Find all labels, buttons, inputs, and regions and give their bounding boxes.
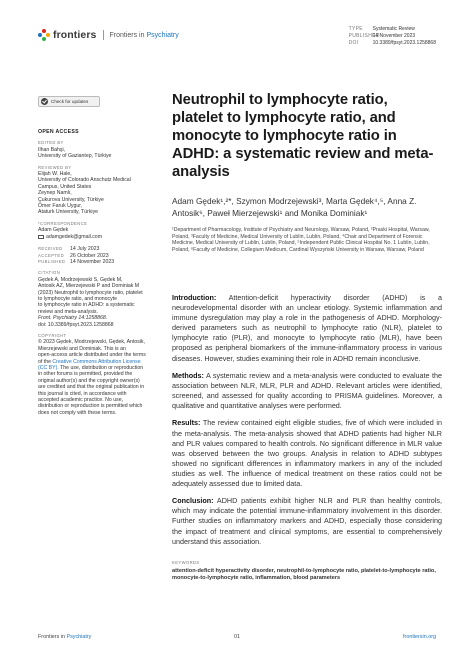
article-title: Neutrophil to lymphocyte ratio, platelet to lymphocyte ratio, and monocyte to lymphocyte ratio in ADHD: a systematic review and meta-analysis <box>172 92 434 180</box>
article-meta <box>349 26 436 48</box>
check-updates-label: Check for updates <box>51 99 89 104</box>
meta-key: TYPE <box>348 26 363 32</box>
abstract-section-label: Conclusion: <box>172 496 214 506</box>
logo-dot-green <box>42 37 46 41</box>
edited-by-label: EDITED BY <box>38 140 64 146</box>
footer-journal-prefix: Frontiers in <box>38 634 65 640</box>
keywords-label: KEYWORDS <box>172 560 200 565</box>
affiliations: ¹Department of Pharmacology, Institute of Psychiatry and Neurology, Warsaw, Poland, ²Praski Hospital, Warsaw, Poland, ³Faculty of Medicine, Medical University of Lublin, Lublin, Poland, ⁴Chair and Department of Forensic Medicine, Medical University of Lublin, Lublin, Poland, ⁵Independent Public Clinical Hospital No. 1 Lublin, Lublin, Poland, ⁶Faculty of Medicine, Collegium Medicum, Cardinal Wyszyński University in Warsaw, Warsaw, Poland <box>172 227 430 253</box>
citation-label: CITATION <box>38 270 61 276</box>
copyright-line: does not comply with these terms. <box>38 409 117 416</box>
date-key: PUBLISHED <box>38 258 66 264</box>
meta-value: Systematic Review <box>372 26 415 32</box>
meta-key: PUBLISHED <box>348 33 380 40</box>
page-number: 01 <box>234 634 240 640</box>
meta-type <box>349 26 436 33</box>
reviewer-line: Campus, United States <box>38 183 92 190</box>
date-key: ACCEPTED <box>38 252 65 258</box>
reviewed-by-label: REVIEWED BY <box>38 164 72 170</box>
meta-key: DOI <box>348 40 359 47</box>
frontiers-logo-icon <box>38 29 50 41</box>
abstract-section-text: ADHD patients exhibit higher NLR and PLR than healthy controls, which may indicate the potential immune-inflammatory involvement in this disorder. Further studies on inflammatory markers and ADHD, especially those considering the impact of treatment and clinical symptoms, are essential to comprehensively understand this association. <box>172 496 442 546</box>
meta-value[interactable]: 10.3389/fpsyt.2023.1258868 <box>372 40 436 47</box>
page-footer <box>38 634 436 644</box>
copyright-line: Mierzejewski and Dominiak. This is an <box>38 345 126 352</box>
abstract-section-label: Introduction: <box>172 293 217 302</box>
article-dates <box>38 246 158 265</box>
citation-line: Antosik AZ, Mierzejewski P and Dominiak M <box>38 283 140 290</box>
mail-icon <box>38 235 44 239</box>
page-header <box>38 26 436 48</box>
sidebar <box>38 123 158 416</box>
brand-divider <box>103 30 104 40</box>
citation-line: (2023) Neutrophil to lymphocyte ratio, platelet <box>38 289 143 296</box>
abstract-section-text: The review contained eight eligible studies, five of which were included in the meta-analysis. The meta-analysis showed that ADHD patients had higher NLR and PLR values compared to health controls. No significant difference in MLR value was observed between the two groups. Analysis in relation to ADHD subtypes showed no significant differences in inflammatory markers in any of the included studies as well. The influence of medical treatment on these ratios could not be adequately assessed due to limited data. <box>172 418 442 488</box>
logo-dot-red <box>42 29 46 33</box>
site-link[interactable]: frontiersin.org <box>403 634 436 640</box>
citation-line: to lymphocyte ratio, and monocyte <box>38 295 118 302</box>
copyright-label: COPYRIGHT <box>38 332 67 338</box>
citation-line: Gędek A, Modrzejewski S, Gędek M, <box>38 276 123 283</box>
date-published <box>38 259 158 265</box>
meta-published <box>349 33 436 40</box>
author-list: Adam Gędek¹,²*, Szymon Modrzejewski³, Marta Gędek⁴,⁵, Anna Z. Antosik⁶, Paweł Mierzejewski¹ and Monika Dominiak¹ <box>172 196 417 218</box>
copyright-line: in other forums is permitted, provided the <box>38 371 133 378</box>
meta-doi <box>349 40 436 47</box>
copyright-line: distribution or reproduction is permitted which <box>38 403 143 410</box>
reviewer-line: Çukurova University, Türkiye <box>38 196 104 203</box>
correspondence-email-row <box>38 234 158 240</box>
license-short-link[interactable]: (CC BY). <box>38 365 59 371</box>
editor-name: Ilhan Bahşi, <box>38 146 66 153</box>
correspondence-email[interactable]: adamgedek@gmail.com <box>46 233 103 240</box>
citation-line: review and meta-analysis. <box>38 308 98 315</box>
citation-line: doi: 10.3389/fpsyt.2023.1258868 <box>38 321 114 328</box>
copyright-line: original author(s) and the copyright owner(s) <box>38 377 140 384</box>
reviewer-line: Ataturk University, Türkiye <box>38 209 99 216</box>
copyright-line: this journal is cited, in accordance with <box>38 390 127 397</box>
journal-prefix: Frontiers in <box>109 31 145 39</box>
abstract <box>172 293 442 554</box>
citation-line: Front. Psychiatry 14:1258868. <box>38 315 108 322</box>
license-link[interactable]: Creative Commons Attribution License <box>52 358 141 365</box>
date-value: 26 October 2023 <box>70 252 109 259</box>
logo-dot-blue <box>38 33 42 37</box>
abstract-introduction <box>172 293 442 364</box>
brand-wordmark[interactable]: frontiers <box>53 29 97 41</box>
brand <box>38 29 179 41</box>
reviewer-line: University of Colorado Anschutz Medical <box>38 177 131 184</box>
date-key: RECEIVED <box>38 246 63 252</box>
reviewer-line: Elijah W. Hale, <box>38 171 72 178</box>
date-value: 14 July 2023 <box>70 246 100 253</box>
reviewer-line: Zeynep Namlı, <box>38 190 72 197</box>
check-icon <box>41 98 48 105</box>
abstract-section-text: A systematic review and a meta-analysis were conducted to evaluate the association between NLR, MLR, PLR and ADHD. Relevant articles were identified, screened, and assessed for quality according to PRISMA guidelines. Moreover, a qualitative and quantitative analyses were performed. <box>172 370 442 411</box>
reviewer-line: Ömer Faruk Uygur, <box>38 203 83 210</box>
abstract-section-text: Attention-deficit hyperactivity disorder (ADHD) is a neurodevelopmental disorder with an unclear etiology. Systemic inflammation and immune dysregulation may play a role in the pathogenesis of ADHD. Morphology-derived parameters such as neutrophil to lymphocyte ratio (NLR), platelet to lymphocyte ratio (PLR), and monocyte to lymphocyte ratio (MLR), have been proposed as peripheral biomarkers of the immune-inflammatory process in various diseases. However, studies examining their role in ADHD remain inconclusive. <box>172 293 442 363</box>
abstract-section-label: Results: <box>172 418 201 428</box>
abstract-conclusion <box>172 496 442 546</box>
abstract-section-label: Methods: <box>172 370 204 380</box>
correspondence-name: Adam Gędek <box>38 227 69 234</box>
keywords: attention-deficit hyperactivity disorder, neutrophil-to-lymphocyte ratio, platelet-to-lymphocyte ratio, monocyte-to-lymphocyte ratio, inflammation, blood parameters <box>172 568 436 582</box>
copyright-line: open-access article distributed under the terms <box>38 352 146 359</box>
copyright-text: of the <box>38 358 53 365</box>
check-for-updates-button[interactable] <box>38 96 100 107</box>
copyright-line: are credited and that the original publication in <box>38 384 145 391</box>
citation-line: to lymphocyte ratio in ADHD: a systematic <box>38 302 135 309</box>
abstract-methods <box>172 371 442 411</box>
meta-value: 14 November 2023 <box>372 33 416 40</box>
logo-dot-yellow <box>46 33 50 37</box>
abstract-results <box>172 418 442 489</box>
copyright-line: accepted academic practice. No use, <box>38 397 124 404</box>
footer-journal-title: Psychiatry <box>66 634 92 640</box>
date-value: 14 November 2023 <box>70 258 115 265</box>
editor-affiliation: University of Gaziantep, Türkiye <box>38 153 112 160</box>
copyright-text: The use, distribution or reproduction <box>58 365 144 371</box>
journal-name[interactable] <box>110 32 179 39</box>
journal-title: Psychiatry <box>146 31 179 39</box>
correspondence-label: *CORRESPONDENCE <box>38 220 88 226</box>
open-access-label: OPEN ACCESS <box>38 129 79 135</box>
copyright-line: © 2023 Gędek, Modrzejewski, Gędek, Antosik, <box>38 339 146 346</box>
